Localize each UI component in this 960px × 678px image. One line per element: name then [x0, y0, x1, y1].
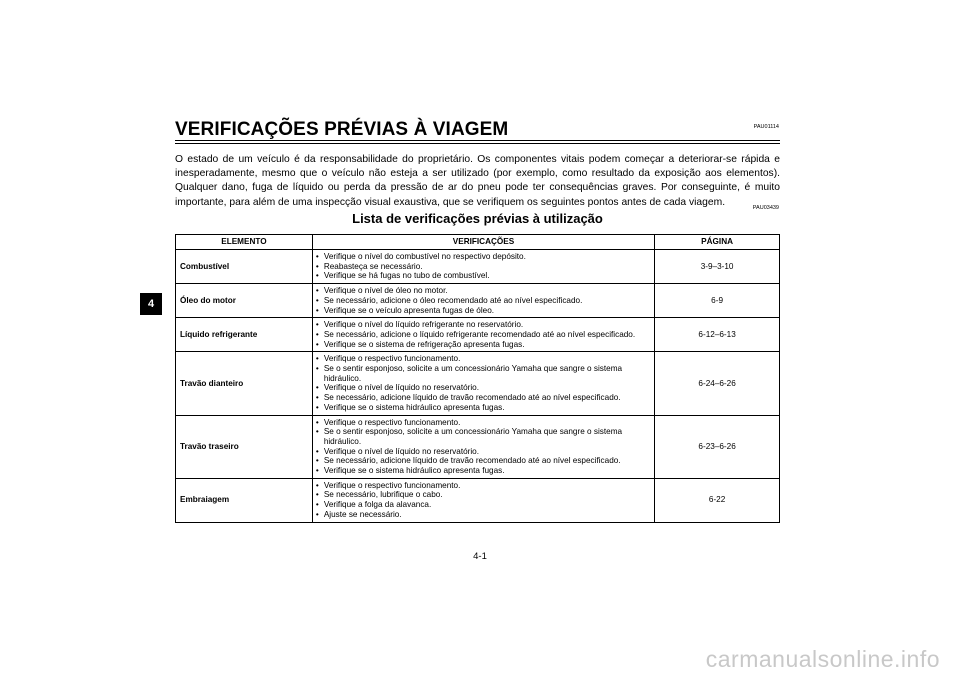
watermark: carmanualsonline.info — [705, 646, 940, 672]
checks-cell — [312, 352, 654, 415]
table-row — [176, 284, 780, 318]
page-title: VERIFICAÇÕES PRÉVIAS À VIAGEM — [175, 119, 509, 140]
check-item: • Verifique o nível de óleo no motor. — [316, 286, 651, 296]
page-reference-cell: 6-23–6-26 — [655, 415, 780, 478]
check-item: • Verifique o nível do líquido refrigerante no reservatório. — [316, 320, 651, 330]
check-item: • Verifique se o sistema hidráulico apresenta fugas. — [316, 403, 651, 413]
title-reference-code: PAU01114 — [753, 124, 779, 130]
pre-ride-checklist-table — [175, 234, 780, 523]
intro-paragraph: O estado de um veículo é da responsabilidade do proprietário. Os componentes vitais podem começar a deteriorar-se rápida e inesperadamente, mesmo que o veículo não esteja a ser utilizado (por exemplo, como resultado da exposição aos elementos). Qualquer dano, fuga de líquido ou perda da pressão de ar do pneu pode ter consequências graves. Por conseguinte, é muito importante, para além de uma inspecção visual exaustiva, que se verifiquem os seguintes pontos antes de cada viagem. — [175, 154, 780, 208]
header-page: PÁGINA — [655, 235, 780, 250]
check-item: • Ajuste se necessário. — [316, 510, 651, 520]
header-element: ELEMENTO — [176, 235, 313, 250]
check-item: • Reabasteça se necessário. — [316, 262, 651, 272]
check-item: • Verifique se o sistema de refrigeração apresenta fugas. — [316, 340, 651, 350]
table-row — [176, 250, 780, 284]
table-body — [176, 250, 780, 523]
check-list — [316, 286, 651, 315]
page-reference-cell: 3-9–3-10 — [655, 250, 780, 284]
check-item: • Verifique se o veículo apresenta fugas de óleo. — [316, 306, 651, 316]
element-cell: Combustível — [176, 250, 313, 284]
check-item: • Verifique o respectivo funcionamento. — [316, 418, 651, 428]
page-number: 4-1 — [473, 551, 487, 562]
checks-cell — [312, 478, 654, 522]
check-item: • Verifique o nível de líquido no reservatório. — [316, 447, 651, 457]
check-item: • Se necessário, adicione o líquido refrigerante recomendado até ao nível especificado. — [316, 330, 651, 340]
check-item: • Verifique se há fugas no tubo de combustível. — [316, 271, 651, 281]
table-row — [176, 318, 780, 352]
check-item: • Se o sentir esponjoso, solicite a um concessionário Yamaha que sangre o sistema hidráulico. — [316, 427, 651, 446]
page-reference-cell: 6-12–6-13 — [655, 318, 780, 352]
checks-cell — [312, 415, 654, 478]
title-rule — [175, 140, 780, 144]
check-item: • Se necessário, adicione líquido de travão recomendado até ao nível especificado. — [316, 456, 651, 466]
check-item: • Verifique se o sistema hidráulico apresenta fugas. — [316, 466, 651, 476]
table-row — [176, 415, 780, 478]
element-cell: Embraiagem — [176, 478, 313, 522]
page-reference-cell: 6-24–6-26 — [655, 352, 780, 415]
section-reference-code: PAU03439 — [752, 205, 779, 211]
header-checks: VERIFICAÇÕES — [312, 235, 654, 250]
check-item: • Verifique o respectivo funcionamento. — [316, 354, 651, 364]
table-row — [176, 352, 780, 415]
page-reference-cell: 6-9 — [655, 284, 780, 318]
check-item: • Verifique a folga da alavanca. — [316, 500, 651, 510]
check-list — [316, 252, 651, 281]
check-item: • Se necessário, lubrifique o cabo. — [316, 490, 651, 500]
check-item: • Verifique o respectivo funcionamento. — [316, 481, 651, 491]
check-item: • Verifique o nível do combustível no respectivo depósito. — [316, 252, 651, 262]
check-list — [316, 418, 651, 476]
check-list — [316, 320, 651, 349]
check-item: • Se necessário, adicione líquido de travão recomendado até ao nível especificado. — [316, 393, 651, 403]
checks-cell — [312, 318, 654, 352]
checks-cell — [312, 250, 654, 284]
check-item: • Se necessário, adicione o óleo recomendado até ao nível especificado. — [316, 296, 651, 306]
page-reference-cell: 6-22 — [655, 478, 780, 522]
element-cell: Travão dianteiro — [176, 352, 313, 415]
section-title: Lista de verificações prévias à utilização — [352, 211, 603, 226]
checks-cell — [312, 284, 654, 318]
check-item: • Verifique o nível de líquido no reservatório. — [316, 383, 651, 393]
element-cell: Líquido refrigerante — [176, 318, 313, 352]
table-row — [176, 478, 780, 522]
check-item: • Se o sentir esponjoso, solicite a um concessionário Yamaha que sangre o sistema hidráulico. — [316, 364, 651, 383]
table-header-row — [176, 235, 780, 250]
check-list — [316, 354, 651, 412]
element-cell: Óleo do motor — [176, 284, 313, 318]
element-cell: Travão traseiro — [176, 415, 313, 478]
check-list — [316, 481, 651, 520]
chapter-tab: 4 — [140, 293, 162, 315]
